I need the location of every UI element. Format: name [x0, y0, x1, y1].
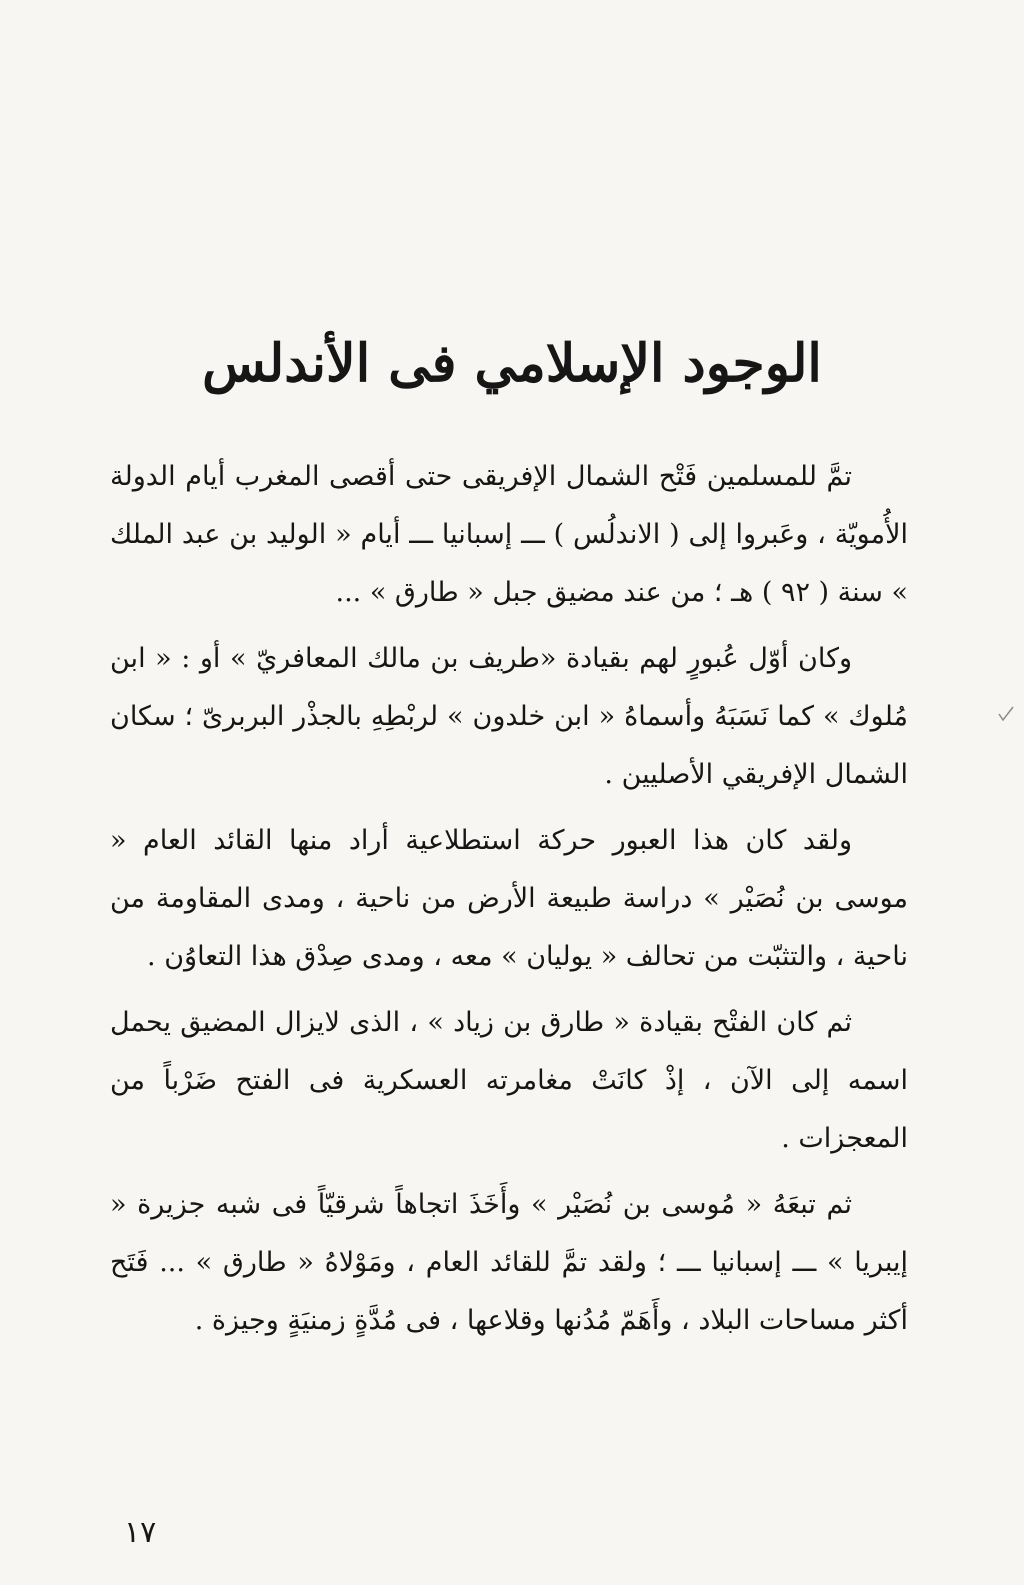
paragraph-5: ثم تبعَهُ « مُوسى بن نُصَيْر » وأَخَذَ اتجاهاً شرقيّاً فى شبه جزيرة « إيبريا » ـــ إسبانيا ـــ ؛ ولقد تمَّ للقائد العام ، ومَوْلاهُ « طارق » ... فَتَح أكثر مساحات البلاد ، وأَهَمّ مُدُنها وقلاعها ، فى مُدَّةٍ زمنيَةٍ وجيزة . [110, 1189, 908, 1336]
paragraph-1: تمَّ للمسلمين فَتْح الشمال الإفريقى حتى أقصى المغرب أيام الدولة الأُمويّة ، وعَبروا إلى ( الاندلُس ) ـــ إسبانيا ـــ أيام « الوليد بن عبد الملك » سنة ( ٩٢ ) هـ ؛ من عند مضيق جبل « طارق » ... [110, 461, 908, 608]
page-number: ١٧ [124, 1515, 157, 1550]
margin-check-mark-icon [997, 704, 1015, 724]
paragraph-2: وكان أوّل عُبورٍ لهم بقيادة «طريف بن مالك المعافريّ » أو : « ابن مُلوك » كما نَسَبَهُ وأسماهُ « ابن خلدون » لربْطِهِ بالجذْر البربرىّ ؛ سكان الشمال الإفريقي الأصليين . [110, 643, 908, 790]
body-text [110, 448, 908, 1358]
paragraph-3: ولقد كان هذا العبور حركة استطلاعية أراد منها القائد العام « موسى بن نُصَيْر » دراسة طبيعة الأرض من ناحية ، ومدى المقاومة من ناحية ، والتثبّت من تحالف « يوليان » معه ، ومدى صِدْق هذا التعاوُن . [110, 825, 908, 972]
paragraph-4: ثم كان الفتْح بقيادة « طارق بن زياد » ، الذى لايزال المضيق يحمل اسمه إلى الآن ، إذْ كانَتْ مغامرته العسكرية فى الفتح ضَرْباً من المعجزات . [110, 1007, 908, 1154]
chapter-title: الوجود الإسلامي فى الأندلس [202, 332, 822, 394]
